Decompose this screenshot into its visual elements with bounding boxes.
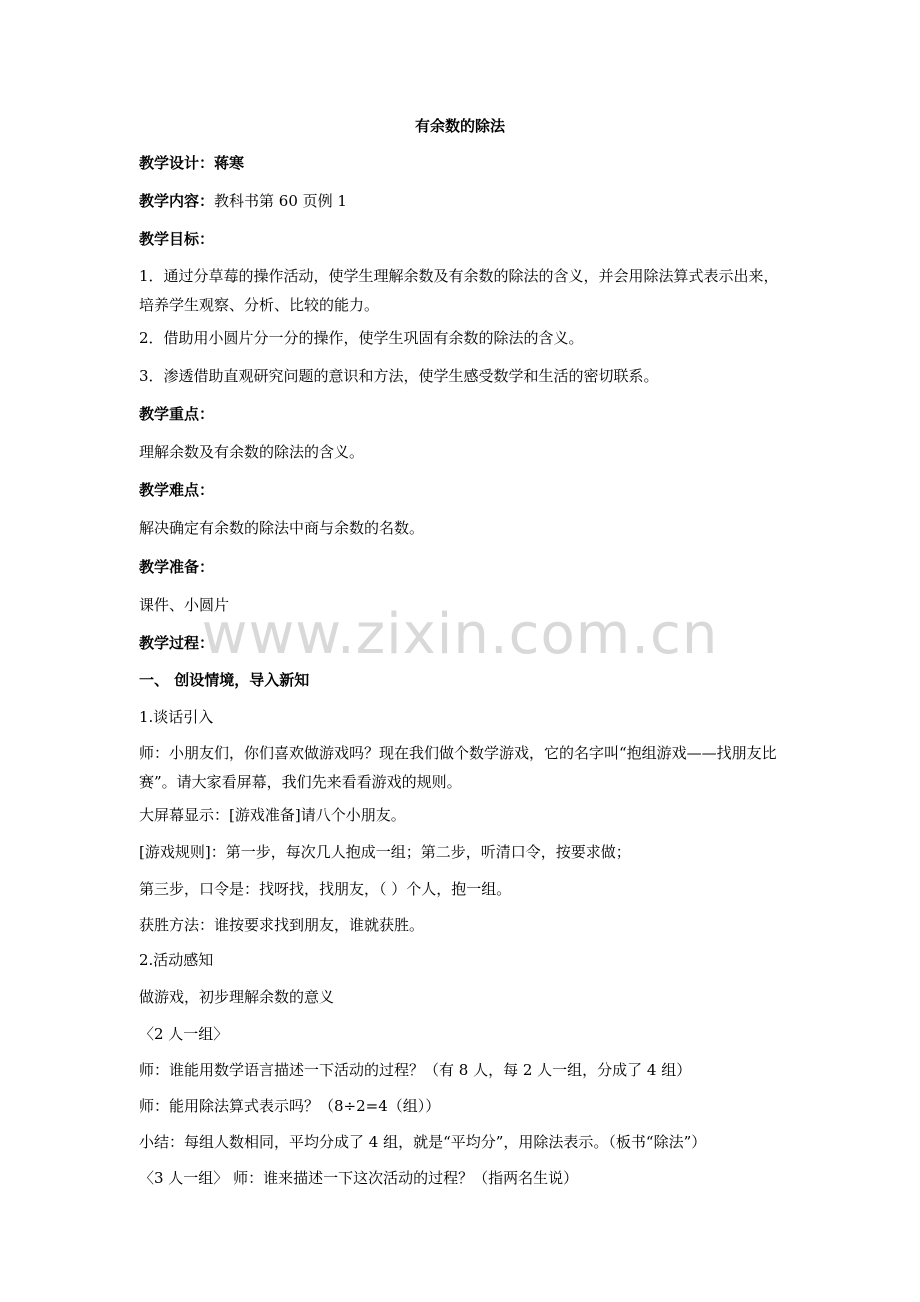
- group-of-3-paragraph: 〈3 人一组〉 师：谁来描述一下这次活动的过程？（指两名生说）: [139, 1169, 579, 1187]
- goal-item-2: 2．借助用小圆片分一分的操作，使学生巩固有余数的除法的含义。: [139, 329, 584, 347]
- question-2-paragraph: 师：能用除法算式表示吗？（8÷2=4（组））: [139, 1097, 441, 1115]
- sub-heading-1: 1.谈话引入: [139, 708, 214, 726]
- teacher-intro-paragraph: 师：小朋友们，你们喜欢做游戏吗？现在我们做个数学游戏，它的名字叫“抱组游戏——找朋友比赛”。请大家看屏幕，我们先来看看游戏的规则。: [139, 744, 777, 791]
- key-text: 理解余数及有余数的除法的含义。: [139, 443, 365, 461]
- sub-heading-2: 2.活动感知: [139, 951, 214, 969]
- process-heading: 教学过程：: [139, 634, 215, 652]
- goal-item-3: 3．渗透借助直观研究问题的意识和方法，使学生感受数学和生活的密切联系。: [139, 367, 659, 385]
- difficulty-text: 解决确定有余数的除法中商与余数的名数。: [139, 519, 425, 537]
- summary-paragraph: 小结：每组人数相同，平均分成了 4 组，就是“平均分”，用除法表示。（板书“除法”）: [139, 1133, 707, 1151]
- prep-text: 课件、小圆片: [139, 596, 230, 614]
- game-paragraph: 做游戏，初步理解余数的意义: [139, 988, 335, 1006]
- screen-display-paragraph: 大屏幕显示：[游戏准备]请八个小朋友。: [139, 806, 406, 824]
- goals-heading: 教学目标：: [139, 230, 215, 248]
- difficulty-heading: 教学难点：: [139, 481, 215, 499]
- step3-paragraph: 第三步，口令是：找呀找，找朋友，（ ）个人，抱一组。: [139, 880, 512, 898]
- win-method-paragraph: 获胜方法：谁按要求找到朋友，谁就获胜。: [139, 916, 425, 934]
- group-of-2-label: 〈2 人一组〉: [139, 1025, 229, 1043]
- watermark: www.zixin.com.cn: [201, 602, 719, 667]
- section1-heading: 一、 创设情境，导入新知: [139, 671, 310, 689]
- design-label: 教学设计：蒋寒: [139, 154, 245, 172]
- prep-heading: 教学准备：: [139, 558, 215, 576]
- content-label: 教学内容：: [139, 192, 215, 210]
- document-title: 有余数的除法: [414, 117, 505, 135]
- game-rules-paragraph: [游戏规则]：第一步，每次几人抱成一组；第二步，听清口令，按要求做；: [139, 843, 631, 861]
- content-value: 教科书第 60 页例 1: [214, 192, 347, 210]
- question-1-paragraph: 师：谁能用数学语言描述一下活动的过程？（有 8 人，每 2 人一组，分成了 4 组）: [139, 1061, 692, 1079]
- goal-item-1: 1．通过分草莓的操作活动，使学生理解余数及有余数的除法的含义，并会用除法算式表示出来，培养学生观察、分析、比较的能力。: [139, 267, 779, 314]
- key-heading: 教学重点：: [139, 405, 215, 423]
- content-line: [139, 191, 784, 211]
